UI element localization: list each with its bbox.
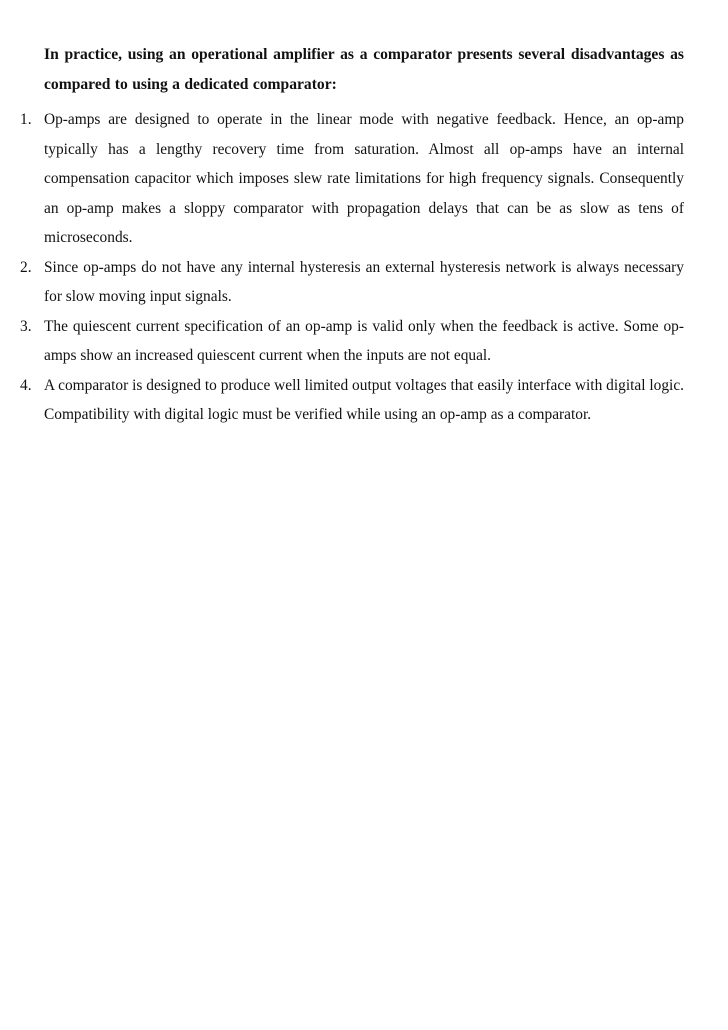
disadvantages-list [20,105,684,430]
list-item-number: 4. [20,376,32,394]
list-item-text: A comparator is designed to produce well limited output voltages that easily interface with digital logic. Compatibility with digital logic must be verified while using an op-amp as a comparator. [44,376,684,423]
list-item-number: 2. [20,258,32,276]
list-item-number: 3. [20,317,32,335]
list-item-text: Since op-amps do not have any internal hysteresis an external hysteresis network is always necessary for slow moving input signals. [44,258,684,305]
list-item-number: 1. [20,111,32,128]
list-item [20,105,684,253]
list-item-text: The quiescent current specification of an op-amp is valid only when the feedback is active. Some op-amps show an increased quiescent current when the inputs are not equal. [44,317,684,364]
list-item [20,371,684,430]
list-item-text: Op-amps are designed to operate in the linear mode with negative feedback. Hence, an op-amp typically has a lengthy recovery time from saturation. Almost all op-amps have an internal compensation capacitor which imposes slew rate limitations for high frequency signals. Consequently an op-amp makes a sloppy comparator with propagation delays that can be as slow as tens of microseconds. [44,111,684,246]
list-item [20,312,684,371]
intro-paragraph: In practice, using an operational amplifier as a comparator presents several disadvantages as compared to using a dedicated comparator: [44,46,684,93]
list-item [20,253,684,312]
